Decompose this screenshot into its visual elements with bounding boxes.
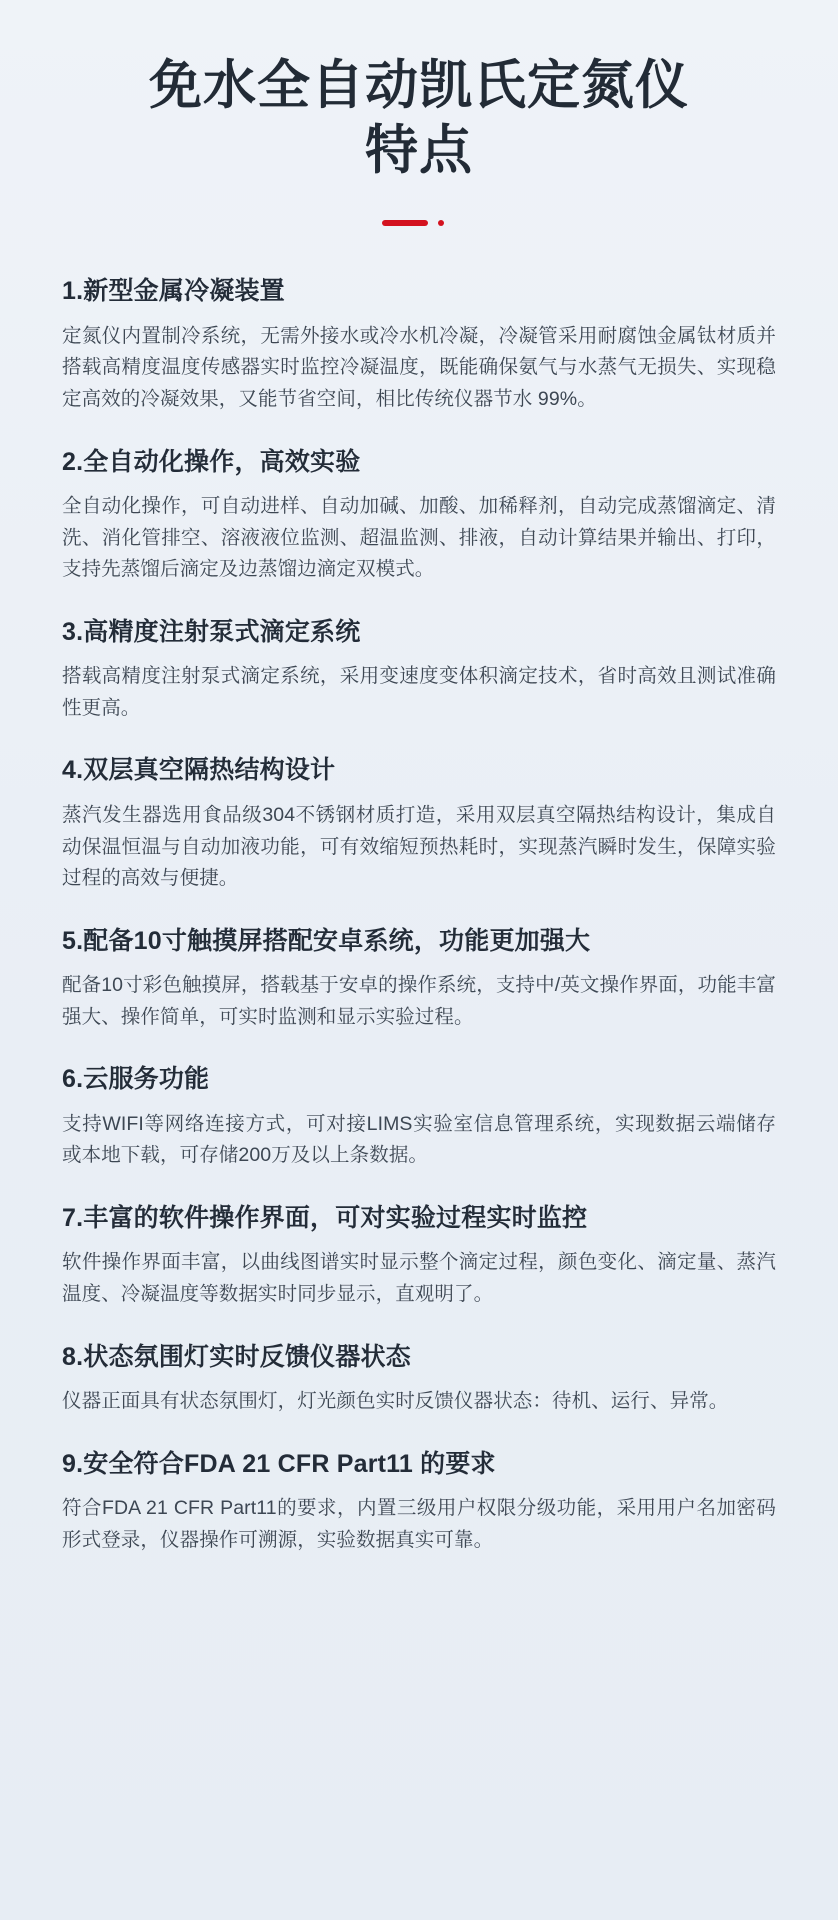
feature-body: 支持WIFI等网络连接方式，可对接LIMS实验室信息管理系统，实现数据云端储存或本地下载，可存储200万及以上条数据。 bbox=[62, 1112, 776, 1167]
feature-item-4 bbox=[62, 754, 776, 894]
page-title bbox=[62, 0, 776, 229]
feature-heading: 2.全自动化操作，高效实验 bbox=[62, 447, 361, 476]
feature-body: 定氮仪内置制冷系统，无需外接水或冷水机冷凝，冷凝管采用耐腐蚀金属钛材质并搭载高精度温度传感器实时监控冷凝温度，既能确保氨气与水蒸气无损失、实现稳定高效的冷凝效果，又能节省空间，相比传统仪器节水 99%。 bbox=[62, 324, 776, 410]
title-divider bbox=[382, 217, 456, 229]
feature-body: 软件操作界面丰富，以曲线图谱实时显示整个滴定过程，颜色变化、滴定量、蒸汽温度、冷凝温度等数据实时同步显示，直观明了。 bbox=[62, 1251, 776, 1306]
feature-list bbox=[62, 275, 776, 1556]
feature-item-6 bbox=[62, 1063, 776, 1172]
feature-item-7 bbox=[62, 1202, 776, 1311]
feature-body: 蒸汽发生器选用食品级304不锈钢材质打造，采用双层真空隔热结构设计，集成自动保温恒温与自动加液功能，可有效缩短预热耗时，实现蒸汽瞬时发生，保障实验过程的高效与便捷。 bbox=[62, 803, 776, 890]
feature-body: 全自动化操作，可自动进样、自动加碱、加酸、加稀释剂，自动完成蒸馏滴定、清洗、消化管排空、溶液液位监测、超温监测、排液，自动计算结果并输出、打印，支持先蒸馏后滴定及边蒸馏边滴定双模式。 bbox=[62, 495, 776, 581]
feature-item-2 bbox=[62, 446, 776, 586]
feature-item-8 bbox=[62, 1341, 776, 1418]
feature-heading: 4.双层真空隔热结构设计 bbox=[62, 756, 336, 785]
feature-heading: 9.安全符合FDA 21 CFR Part11 的要求 bbox=[62, 1449, 496, 1478]
feature-item-3 bbox=[62, 616, 776, 725]
feature-body: 符合FDA 21 CFR Part11的要求，内置三级用户权限分级功能，采用用户名加密码形式登录，仪器操作可溯源，实验数据真实可靠。 bbox=[62, 1497, 776, 1551]
feature-heading: 7.丰富的软件操作界面，可对实验过程实时监控 bbox=[62, 1203, 588, 1232]
feature-item-5 bbox=[62, 925, 776, 1034]
feature-heading: 1.新型金属冷凝装置 bbox=[62, 277, 285, 306]
divider-dot-icon bbox=[438, 220, 444, 226]
page-title-line-1: 免水全自动凯氏定氮仪 bbox=[149, 56, 689, 115]
feature-heading: 8.状态氛围灯实时反馈仪器状态 bbox=[62, 1342, 411, 1371]
page-title-line-2: 特点 bbox=[365, 120, 473, 180]
feature-heading: 6.云服务功能 bbox=[62, 1065, 210, 1094]
feature-body: 搭载高精度注射泵式滴定系统，采用变速度变体积滴定技术，省时高效且测试准确性更高。 bbox=[62, 665, 776, 719]
feature-item-1 bbox=[62, 275, 776, 415]
feature-heading: 5.配备10寸触摸屏搭配安卓系统，功能更加强大 bbox=[62, 926, 591, 955]
feature-heading: 3.高精度注射泵式滴定系统 bbox=[62, 617, 361, 646]
feature-body: 仪器正面具有状态氛围灯，灯光颜色实时反馈仪器状态：待机、运行、异常。 bbox=[62, 1390, 729, 1413]
feature-item-9 bbox=[62, 1448, 776, 1557]
divider-bar-icon bbox=[382, 220, 428, 226]
feature-body: 配备10寸彩色触摸屏，搭载基于安卓的操作系统，支持中/英文操作界面，功能丰富强大、操作简单，可实时监测和显示实验过程。 bbox=[62, 974, 776, 1028]
